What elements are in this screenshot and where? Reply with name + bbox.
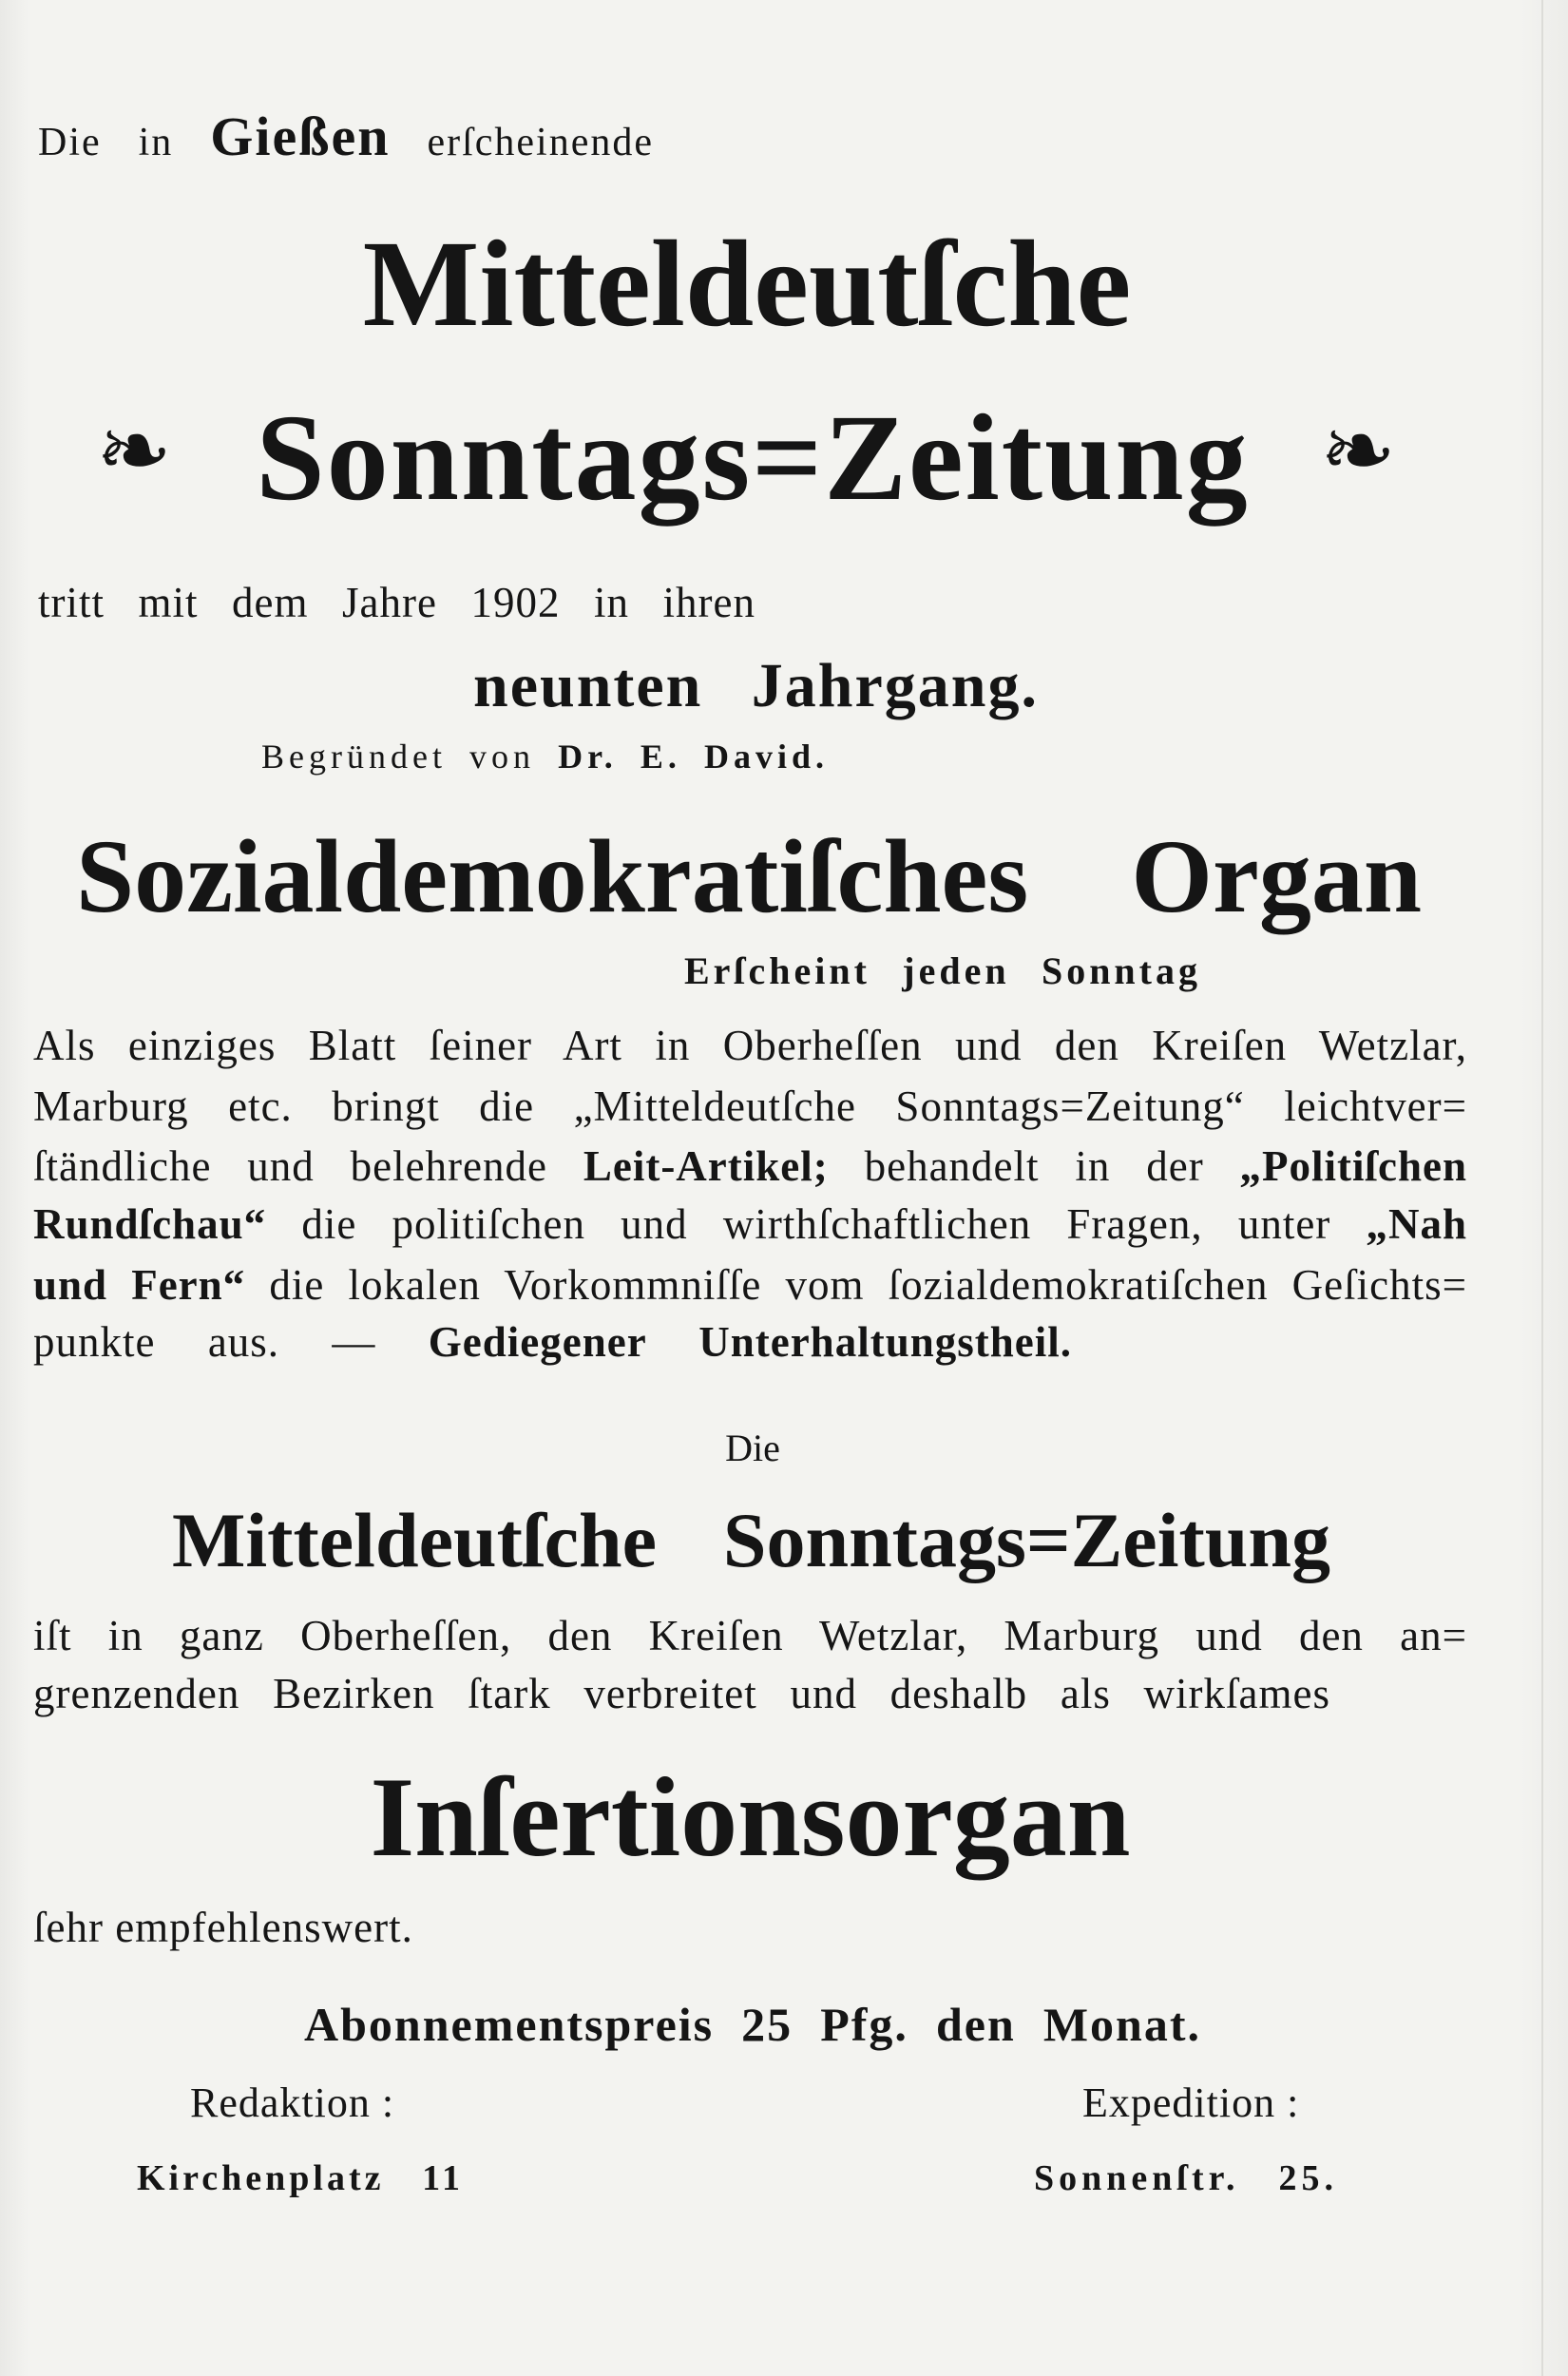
description-emphasis: Leit-Artikel; bbox=[583, 1142, 829, 1190]
circulation-line: grenzenden Bezirken ſtark verbreitet und deshalb als wirkſames bbox=[33, 1670, 1330, 1717]
insertion-organ-heading: Inſertionsorgan bbox=[370, 1753, 1131, 1880]
description-emphasis: und Fern“ bbox=[33, 1261, 246, 1309]
description-line bbox=[33, 1200, 1468, 1248]
founder-line bbox=[261, 739, 829, 774]
editorial-address: Kirchenplatz 11 bbox=[137, 2158, 464, 2198]
circulation-line: iſt in ganz Oberheſſen, den Kreiſen Wetzlar, Marburg und den an= bbox=[33, 1612, 1467, 1659]
circulation-lead: Die bbox=[725, 1427, 780, 1469]
subscription-price: Abonnementspreis 25 Pfg. den Monat. bbox=[304, 1998, 1201, 2051]
intro-suffix: erſcheinende bbox=[427, 121, 654, 164]
description-line bbox=[33, 1142, 1468, 1190]
fleuron-icon bbox=[1306, 405, 1410, 500]
circulation-title: Mitteldeutſche Sonntags=Zeitung bbox=[172, 1497, 1330, 1583]
description-emphasis: „Politiſchen bbox=[1239, 1142, 1468, 1190]
description-line: Als einziges Blatt ſeiner Art in Oberheſſen und den Kreiſen Wetzlar, bbox=[33, 1022, 1467, 1069]
description-text: die politiſchen und wirthſchaftlichen Fragen, unter bbox=[301, 1200, 1331, 1248]
description-line bbox=[33, 1261, 1467, 1309]
description-text: ſtändliche und belehrende bbox=[33, 1142, 547, 1190]
editorial-label: Redaktion : bbox=[190, 2079, 395, 2126]
fleuron-icon bbox=[82, 405, 186, 500]
description-line bbox=[33, 1318, 1073, 1366]
intro-line bbox=[38, 105, 654, 167]
description-emphasis: „Nah bbox=[1366, 1200, 1468, 1248]
description-text: punkte aus. — bbox=[33, 1318, 376, 1366]
intro-prefix: Die in bbox=[38, 121, 174, 164]
publication-schedule: Erſcheint jeden Sonntag bbox=[684, 949, 1201, 992]
circulation-closing: ſehr empfehlenswert. bbox=[33, 1904, 413, 1951]
description-line: Marburg etc. bringt die „Mitteldeutſche Sonntags=Zeitung“ leichtver= bbox=[33, 1083, 1467, 1130]
announcement-text: tritt mit dem Jahre 1902 in ihren bbox=[38, 579, 755, 626]
dispatch-address: Sonnenſtr. 25. bbox=[1034, 2158, 1338, 2198]
founder-name: Dr. E. David. bbox=[558, 738, 829, 776]
description-emphasis: Gediegener Unterhaltungstheil. bbox=[428, 1318, 1073, 1366]
description-text: die lokalen Vorkommniſſe vom ſozialdemokratiſchen Geſichts= bbox=[269, 1261, 1467, 1309]
description-text: behandelt in der bbox=[864, 1142, 1204, 1190]
volume-heading: neunten Jahrgang. bbox=[473, 651, 1039, 720]
dispatch-label: Expedition : bbox=[1082, 2079, 1300, 2126]
founder-label: Begründet von bbox=[261, 738, 536, 776]
organ-heading: Sozialdemokratiſches Organ bbox=[76, 818, 1422, 934]
intro-city: Gießen bbox=[210, 105, 391, 167]
newspaper-title-line-2: Sonntags=Zeitung bbox=[256, 390, 1250, 527]
newspaper-title-line-1: Mitteldeutſche bbox=[362, 216, 1132, 353]
description-emphasis: Rundſchau“ bbox=[33, 1200, 267, 1248]
scan-edge bbox=[1541, 0, 1543, 2376]
